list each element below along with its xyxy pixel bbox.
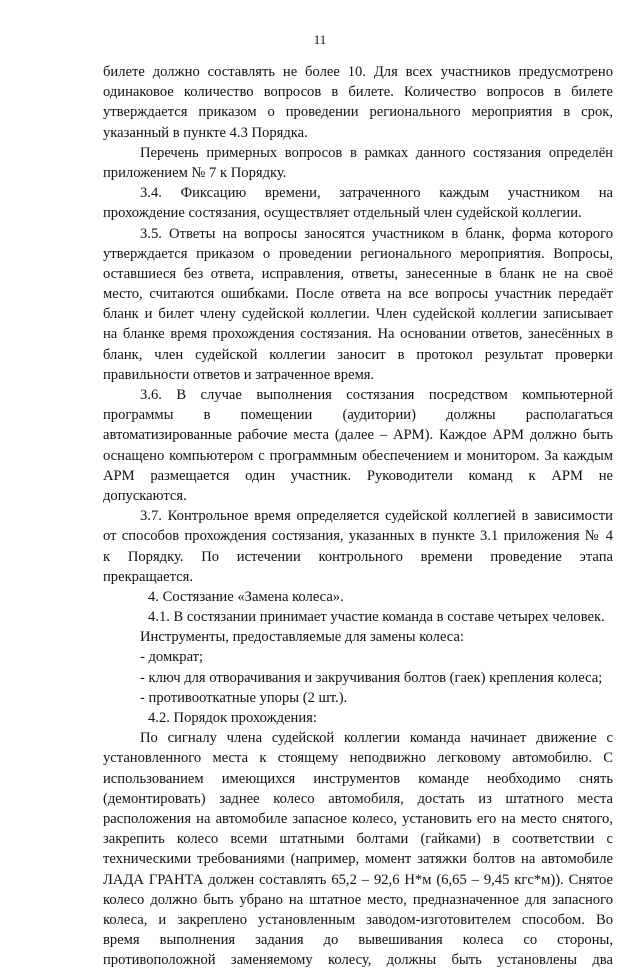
text-line: - ключ для отворачивания и закручивания болтов (гаек) крепления колеса; (140, 669, 603, 686)
text-line: бланк, член судейской коллегии заносит в протокол результат проверки (103, 346, 613, 363)
text-line: от способов прохождения состязания, указанных в пункте 3.1 приложения № 4 (103, 528, 613, 545)
text-line: допускаются. (103, 487, 187, 504)
text-line: колесо должно быть убрано на штатное место, предназначенное для запасного (103, 891, 613, 908)
text-line: бланк и билет члену судейской коллегии. Член судейской коллегии записывает (103, 306, 613, 323)
text-line: программы в помещении (аудитории) должны располагаться (103, 407, 613, 424)
text-line: 3.4. Фиксацию времени, затраченного каждым участником на (140, 185, 613, 202)
text-line: прохождение состязания, осуществляет отдельный член судейской коллегии. (103, 205, 582, 222)
text-line: установленного места к стоящему неподвижно легковому автомобилю. С (103, 750, 613, 767)
text-line: автоматизированные рабочие места (далее – АРМ). Каждое АРМ должно быть (103, 427, 613, 444)
text-line: 4. Состязание «Замена колеса». (148, 588, 344, 605)
document-body (103, 62, 613, 970)
text-line: колеса, и закреплено установленным заводом-изготовителем способом. Во (103, 911, 613, 928)
text-line: время выполнения задания до вывешивания колеса со стороны, (103, 932, 613, 949)
text-line: 4.2. Порядок прохождения: (148, 710, 317, 726)
text-line: прекращается. (103, 568, 194, 585)
text-line: По сигналу члена судейской коллегии команда начинает движение с (140, 730, 613, 747)
text-line: утверждается приказом о проведении регионального мероприятия в срок, (103, 104, 613, 121)
text-line: указанный в пункте 4.3 Порядка. (103, 124, 308, 141)
text-line: - противооткатные упоры (2 шт.). (140, 689, 348, 706)
text-line: приложением № 7 к Порядку. (103, 164, 287, 181)
text-line: на бланке время прохождения состязания. На основании ответов, занесённых в (103, 326, 613, 343)
text-line: ЛАДА ГРАНТА должен составлять 65,2 – 92,6 Н*м (6,65 – 9,45 кгс*м)). Снятое (103, 871, 613, 888)
text-line: к Порядку. По истечении контрольного времени проведение этапа (103, 548, 613, 565)
text-line: Перечень примерных вопросов в рамках данного состязания определён (140, 144, 613, 161)
text-line: расположения на автомобиле запасное колесо, установить его на место снятого, (103, 810, 613, 827)
text-line: 3.5. Ответы на вопросы заносятся участником в бланк, форма которого (140, 225, 613, 242)
text-line: Инструменты, предоставляемые для замены колеса: (140, 629, 464, 646)
text-line: утверждается приказом о проведении регионального мероприятия. Вопросы, (103, 245, 613, 262)
text-line: использованием имеющихся инструментов команде необходимо снять (103, 770, 613, 787)
text-line: оставшиеся без ответа, исправления, ответы, занесенные в бланк не на своё (103, 265, 613, 282)
text-line: билете должно составлять не более 10. Для всех участников предусмотрено (103, 64, 613, 80)
text-line: одинаковое количество вопросов в билете. Количество вопросов в билете (103, 84, 613, 101)
text-line: 3.7. Контрольное время определяется судейской коллегией в зависимости (140, 508, 613, 525)
text-line: (демонтировать) заднее колесо автомобиля, достать из штатного места (103, 790, 613, 807)
page-number: 11 (313, 32, 327, 47)
text-line: место, считаются ошибками. После ответа на все вопросы участник передаёт (103, 286, 613, 303)
text-line: закрепить колесо всеми штатными болтами (гайками) в соответствии с (103, 831, 613, 848)
text-line: 4.1. В состязании принимает участие команда в составе четырех человек. (148, 609, 605, 626)
text-line: АРМ размещается один участник. Руководители команд к АРМ не (103, 467, 613, 484)
text-line: правильности ответов и затраченное время. (103, 366, 375, 383)
text-line: 3.6. В случае выполнения состязания посредством компьютерной (140, 387, 613, 403)
text-line: оснащено компьютером с программным обеспечением и монитором. За каждым (103, 447, 613, 464)
text-line: - домкрат; (140, 649, 204, 666)
text-line: противоположной заменяемому колесу, должны быть установлены два (103, 952, 613, 969)
text-line: техническими требованиями (например, момент затяжки болтов на автомобиле (103, 851, 613, 868)
